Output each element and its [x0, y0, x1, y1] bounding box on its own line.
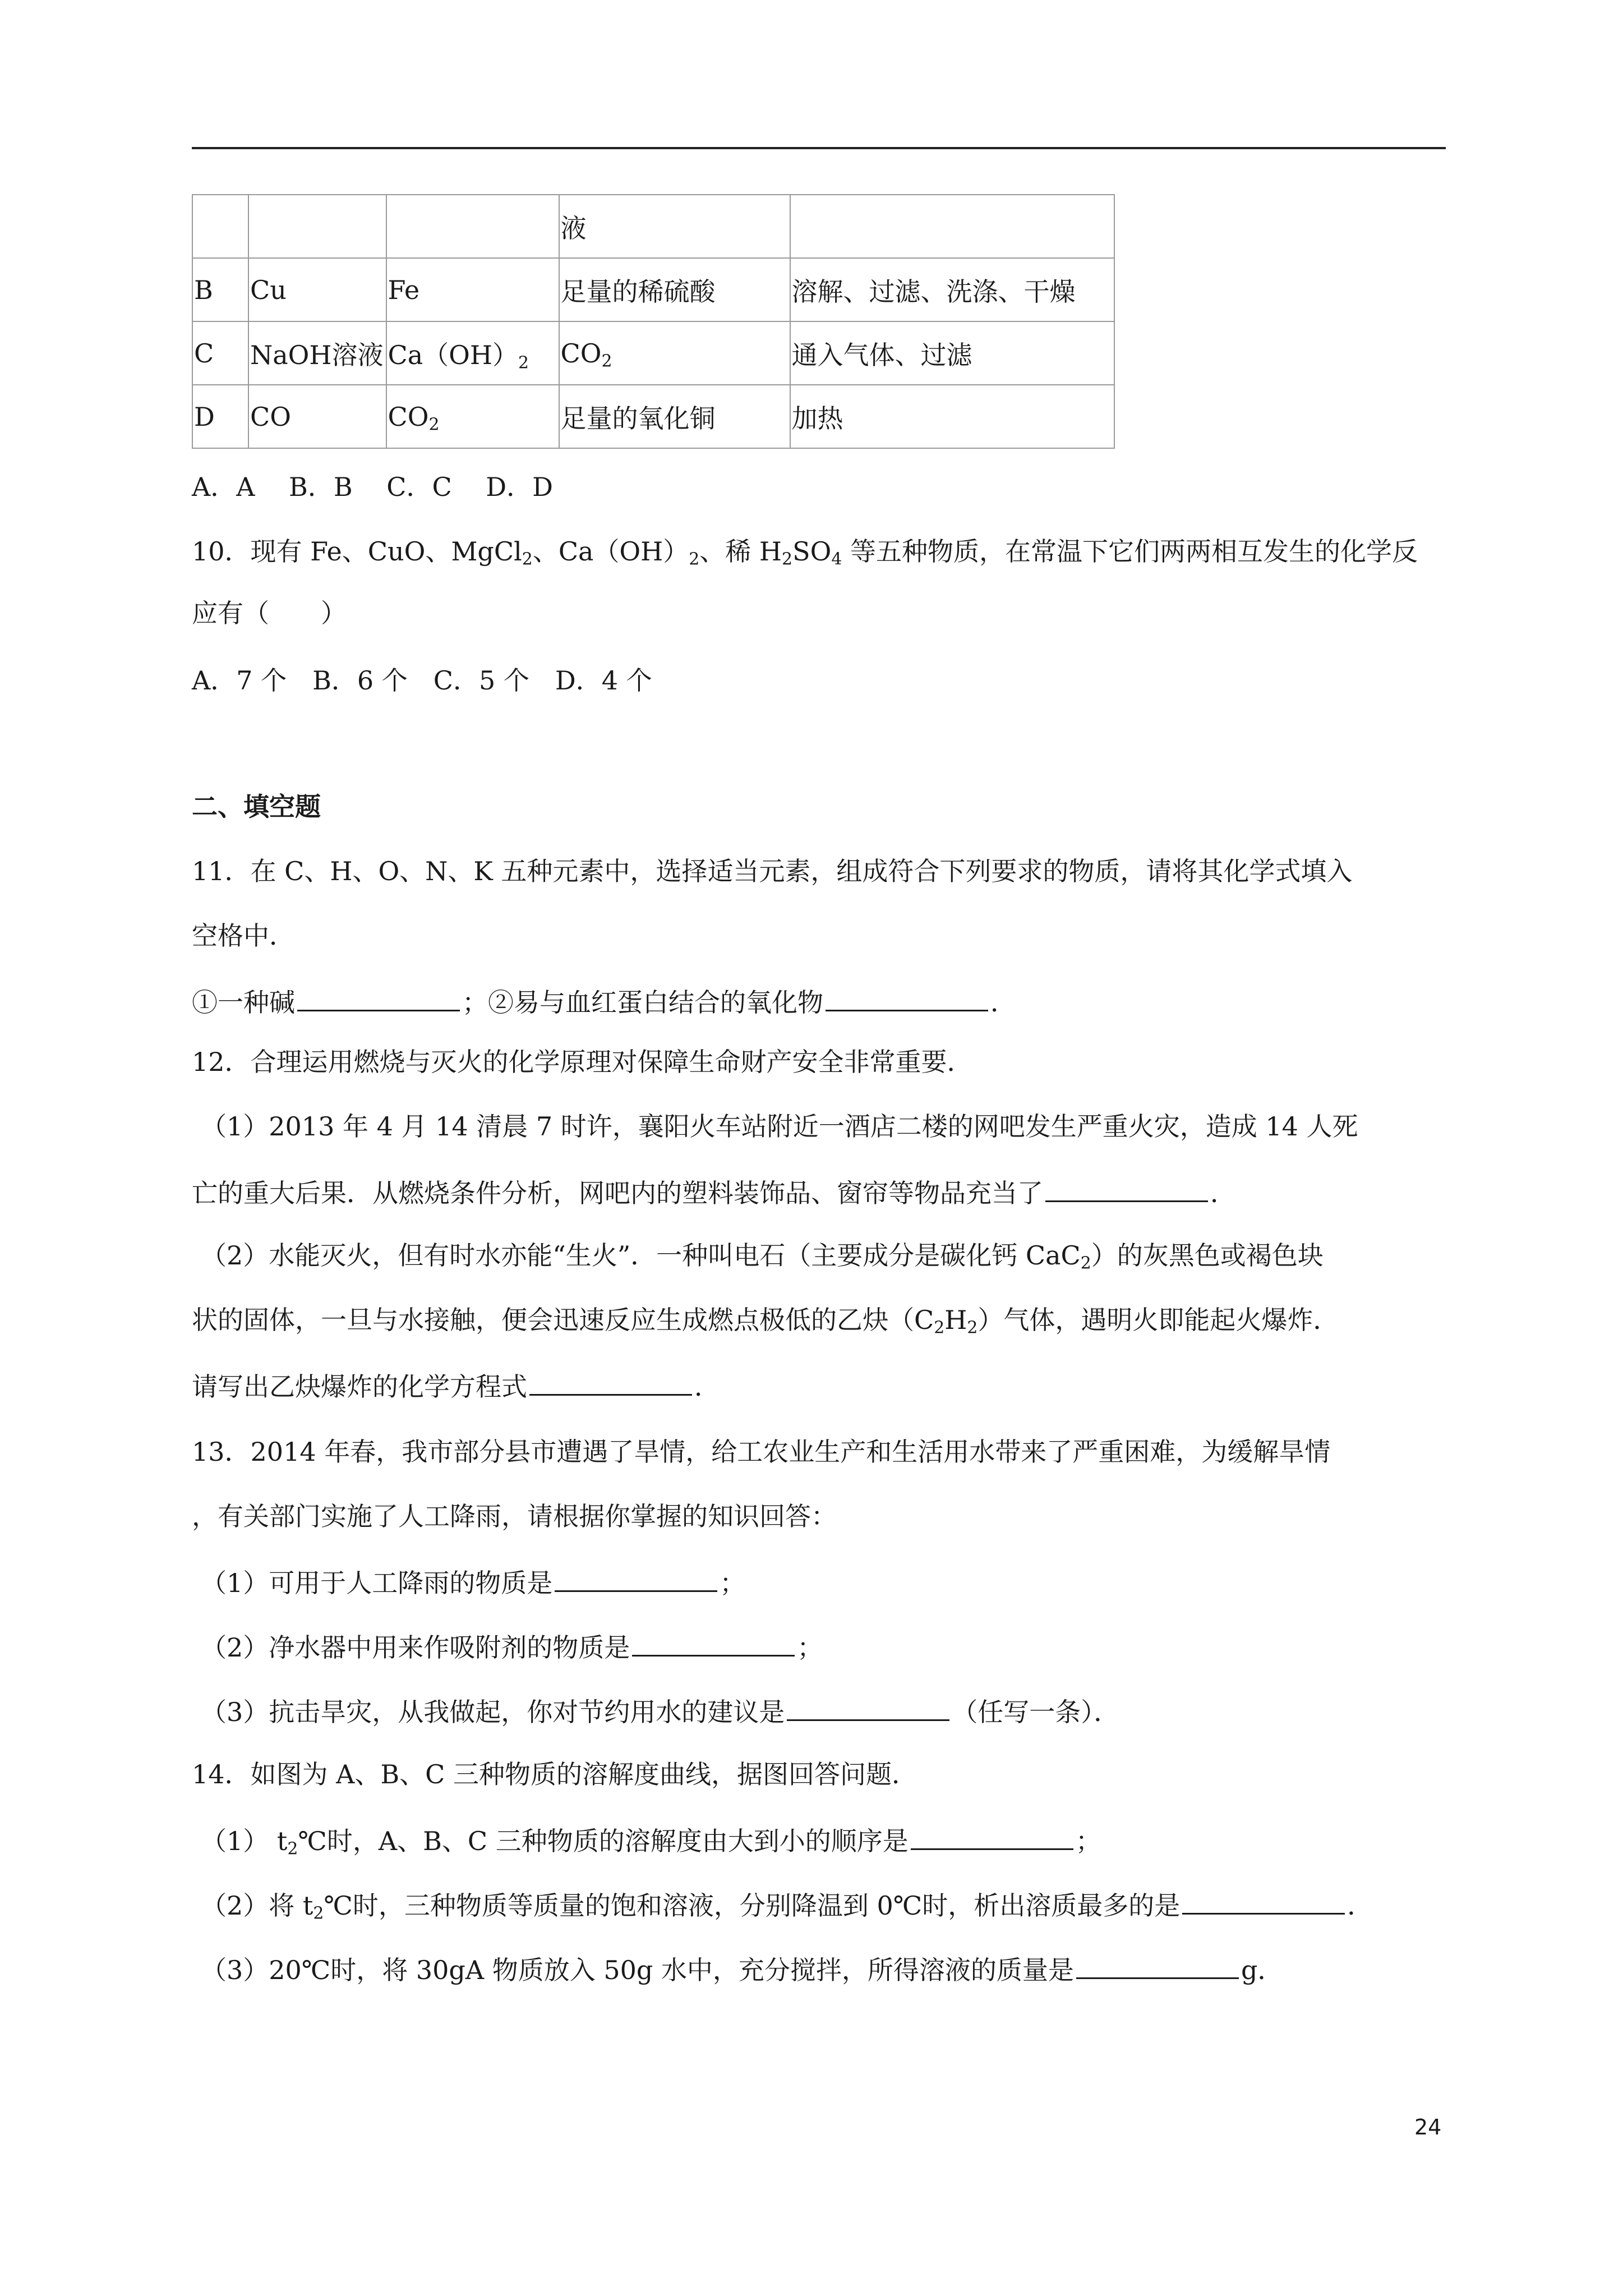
cell-text: CO: [560, 338, 602, 369]
table-cell: [790, 195, 1114, 258]
q10-options: A．7 个 B．6 个 C．5 个 D．4 个: [192, 665, 652, 696]
table-cell: C: [192, 321, 248, 385]
table-cell: Cu: [248, 258, 386, 321]
q12-line2: （1）2013 年 4 月 14 清晨 7 时许，襄阳火车站附近一酒店二楼的网吧发生严重火灾，造成 14 人死: [201, 1111, 1358, 1142]
table-cell: [192, 195, 248, 258]
text: ；: [797, 1632, 823, 1663]
text: ；②易与血红蛋白结合的氧化物: [462, 987, 823, 1018]
page-number: 24: [1414, 2115, 1442, 2139]
table-cell: NaOH溶液: [248, 321, 386, 385]
q13-line3: [201, 1568, 745, 1596]
cell-text: Ca（OH）: [388, 339, 518, 370]
q11-line2: 空格中．: [192, 921, 295, 951]
table-cell: 加热: [790, 385, 1114, 448]
text: SO: [792, 536, 832, 567]
cell-text: CO: [388, 401, 429, 432]
text: ）气体，遇明火即能起火爆炸．: [978, 1305, 1339, 1335]
table-cell: [386, 385, 559, 448]
q13-line2: ，有关部门实施了人工降雨，请根据你掌握的知识回答：: [192, 1501, 837, 1531]
table-cell: D: [192, 385, 248, 448]
subscript: 2: [522, 549, 533, 569]
subscript: 2: [601, 351, 612, 371]
options-table: [192, 194, 1115, 449]
table-cell: Fe: [386, 258, 559, 321]
table-cell: CO: [248, 385, 386, 448]
text: 亡的重大后果．从燃烧条件分析，网吧内的塑料装饰品、窗帘等物品充当了: [192, 1178, 1043, 1208]
text: ；: [1075, 1826, 1101, 1856]
table-row: [192, 258, 1114, 321]
answer-blank[interactable]: [826, 987, 988, 1011]
text: 请写出乙炔爆炸的化学方程式: [192, 1372, 527, 1402]
text: 10．现有 Fe、CuO、MgCl: [192, 536, 522, 567]
text: （2）将 t: [201, 1890, 313, 1921]
section-heading: 二、填空题: [192, 792, 321, 822]
table-cell: 足量的氧化铜: [559, 385, 790, 448]
text: g．: [1241, 1955, 1284, 1985]
q10-line2: 应有（ ）: [192, 598, 347, 628]
text: ①一种碱: [192, 987, 295, 1018]
answer-blank[interactable]: [1182, 1890, 1345, 1915]
answer-blank[interactable]: [1045, 1178, 1208, 1202]
table-cell: [386, 195, 559, 258]
q14-line3: [201, 1890, 1373, 1924]
text: ．: [694, 1372, 720, 1402]
text: （任写一条）．: [952, 1697, 1120, 1727]
answer-blank[interactable]: [529, 1372, 692, 1396]
text: H: [944, 1305, 967, 1335]
subscript: 2: [313, 1903, 324, 1924]
q12-line3: [192, 1178, 1236, 1206]
q10-line1: [192, 536, 1418, 569]
text: ．: [1210, 1178, 1236, 1208]
table-row: [192, 195, 1114, 258]
q14-line4: [201, 1955, 1283, 1983]
text: 、Ca（OH）: [532, 536, 689, 567]
q13-line4: [201, 1632, 823, 1663]
q12-line5: [192, 1305, 1339, 1338]
text: ．: [1347, 1890, 1373, 1921]
answer-blank[interactable]: [632, 1632, 795, 1657]
text: 状的固体，一旦与水接触，便会迅速反应生成燃点极低的乙炔（C: [192, 1305, 934, 1335]
subscript: 2: [287, 1839, 298, 1859]
table-row: [192, 385, 1114, 448]
table-cell: 液: [559, 195, 790, 258]
text: 等五种物质，在常温下它们两两相互发生的化学反: [842, 536, 1418, 567]
answer-blank[interactable]: [1076, 1955, 1239, 1979]
table-row: [192, 321, 1114, 385]
table-cell: B: [192, 258, 248, 321]
q14-line1: 14．如图为 A、B、C 三种物质的溶解度曲线，据图回答问题．: [192, 1759, 917, 1789]
text: （3）抗击旱灾，从我做起，你对节约用水的建议是: [201, 1697, 785, 1727]
text: 、稀 H: [699, 536, 782, 567]
text: （2）水能灭火，但有时水亦能“生火”．一种叫电石（主要成分是碳化钙 CaC: [201, 1240, 1081, 1271]
subscript: 4: [831, 549, 842, 569]
text: （3）20℃时，将 30gA 物质放入 50g 水中，充分搅拌，所得溶液的质量是: [201, 1955, 1074, 1985]
table-cell: [559, 321, 790, 385]
q12-line1: 12．合理运用燃烧与灭火的化学原理对保障生命财产安全非常重要．: [192, 1047, 973, 1077]
text: （1） t: [201, 1826, 288, 1856]
text: ℃时，A、B、C 三种物质的溶解度由大到小的顺序是: [298, 1826, 909, 1856]
text: （1）可用于人工降雨的物质是: [201, 1568, 553, 1598]
q12-line6: [192, 1372, 720, 1400]
q13-line5: [201, 1697, 1119, 1725]
q13-line1: 13．2014 年春，我市部分县市遭遇了旱情，给工农业生产和生活用水带来了严重困难，为缓解旱情: [192, 1437, 1331, 1467]
answer-blank[interactable]: [911, 1826, 1073, 1850]
text: ．: [990, 987, 1016, 1018]
table-cell: [248, 195, 386, 258]
answer-blank[interactable]: [555, 1568, 717, 1592]
table-cell: 足量的稀硫酸: [559, 258, 790, 321]
table-cell: 通入气体、过滤: [790, 321, 1114, 385]
text: （2）净水器中用来作吸附剂的物质是: [201, 1632, 630, 1663]
subscript: 2: [934, 1318, 945, 1338]
table-cell: [386, 321, 559, 385]
header-rule: [192, 147, 1446, 149]
answer-blank[interactable]: [297, 987, 460, 1011]
text: ）的灰黑色或褐色块: [1091, 1240, 1324, 1271]
subscript: 2: [689, 549, 700, 569]
table-cell: 溶解、过滤、洗涤、干燥: [790, 258, 1114, 321]
subscript: 2: [1080, 1253, 1091, 1273]
subscript: 2: [518, 352, 529, 372]
text: ；: [720, 1568, 746, 1598]
q9-options: A．A B．B C．C D．D: [192, 472, 554, 502]
text: ℃时，三种物质等质量的饱和溶液，分别降温到 0℃时，析出溶质最多的是: [324, 1890, 1181, 1921]
answer-blank[interactable]: [787, 1697, 949, 1721]
q11-line1: 11．在 C、H、O、N、K 五种元素中，选择适当元素，组成符合下列要求的物质，请将其化学式填入: [192, 856, 1353, 886]
q11-line3: [192, 987, 1016, 1018]
q12-line4: [201, 1240, 1324, 1273]
subscript: 2: [428, 414, 440, 434]
subscript: 2: [782, 549, 793, 569]
q14-line2: [201, 1826, 1101, 1859]
subscript: 2: [967, 1318, 978, 1338]
